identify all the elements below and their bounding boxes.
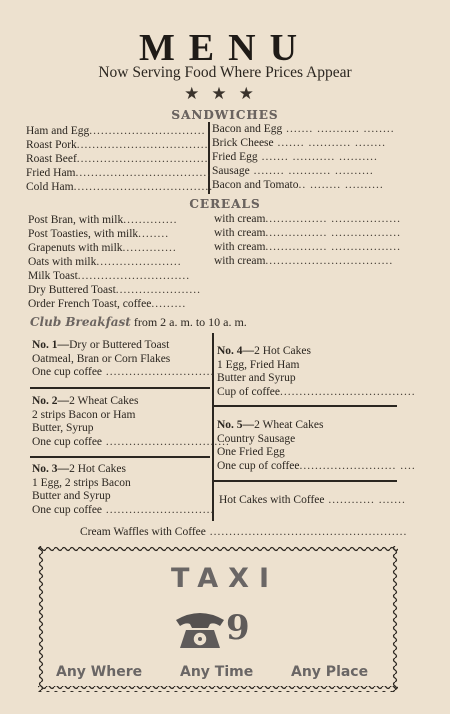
sandwich-item: Roast Beef.................................. bbox=[26, 153, 209, 165]
cereal-item: Milk Toast............................. bbox=[28, 270, 191, 282]
combo-no2: No. 2—2 Wheat Cakes 2 strips Bacon or Ham Butter, Syrup One cup coffee ................................ bbox=[32, 395, 230, 448]
cereal-item: Post Bran, with milk.............. bbox=[28, 214, 178, 226]
star-ornament: ★★★ bbox=[184, 84, 266, 104]
sandwich-item: Roast Pork.................................. bbox=[26, 139, 209, 151]
combo-rule bbox=[30, 387, 210, 389]
combo-no4: No. 4—2 Hot Cakes 1 Egg, Fried Ham Butter and Syrup Cup of coffee................................... bbox=[217, 345, 416, 398]
waffles-item: Cream Waffles with Coffee ................................................... bbox=[80, 526, 408, 538]
cereal-item: with cream................ .................. bbox=[214, 227, 402, 239]
combo-no1: No. 1—Dry or Buttered Toast Oatmeal, Bran or Corn Flakes One cup coffee ............................ bbox=[32, 339, 215, 379]
club-breakfast-line bbox=[30, 315, 247, 330]
combo-rule bbox=[30, 456, 210, 458]
combo-no5: No. 5—2 Wheat Cakes Country Sausage One Fried Egg One cup of coffee......................... .... bbox=[217, 419, 416, 472]
taxi-tagline: Any Where bbox=[56, 664, 143, 680]
sandwich-item: Bacon and Tomato.. ........ .......... bbox=[212, 179, 384, 191]
telephone-icon bbox=[172, 608, 228, 652]
hot-cakes-coffee-item: Hot Cakes with Coffee ............ ....... bbox=[219, 494, 406, 506]
taxi-tagline: Any Place bbox=[291, 664, 369, 680]
combo-no3: No. 3—2 Hot Cakes 1 Egg, 2 strips Bacon Butter and Syrup One cup coffee ............................ bbox=[32, 463, 215, 516]
club-breakfast-label: Club Breakfast bbox=[30, 315, 131, 329]
cereal-item: Post Toasties, with milk........ bbox=[28, 228, 170, 240]
sandwiches-heading: SANDWICHES bbox=[171, 108, 279, 122]
sandwich-item: Cold Ham.................................... bbox=[26, 181, 214, 193]
cereal-item: Grapenuts with milk.............. bbox=[28, 242, 177, 254]
taxi-tagline: Any Time bbox=[180, 664, 254, 680]
combo-rule bbox=[214, 405, 397, 407]
menu-title: MENU bbox=[138, 27, 312, 69]
club-breakfast-hours: from 2 a. m. to 10 a. m. bbox=[133, 315, 247, 329]
sandwich-item: Fried Egg ....... ........... .......... bbox=[212, 151, 378, 163]
sandwich-item: Sausage ........ ........... .......... bbox=[212, 165, 374, 177]
sandwich-item: Fried Ham................................... bbox=[26, 167, 212, 179]
cereal-item: Oats with milk...................... bbox=[28, 256, 182, 268]
menu-subtitle: Now Serving Food Where Prices Appear bbox=[98, 64, 352, 81]
cereals-heading: CEREALS bbox=[189, 197, 261, 211]
cereal-item: with cream................................. bbox=[214, 255, 394, 267]
combo-rule bbox=[214, 480, 397, 482]
sandwich-item: Bacon and Egg ....... ........... ........ bbox=[212, 123, 395, 135]
cereal-item: Order French Toast, coffee......... bbox=[28, 298, 187, 310]
cereal-item: with cream................ .................. bbox=[214, 241, 402, 253]
sandwich-item: Ham and Egg.............................. bbox=[26, 125, 206, 137]
sandwich-item: Brick Cheese ....... ........... ........ bbox=[212, 137, 387, 149]
taxi-title: TAXI bbox=[170, 563, 280, 594]
cereal-item: with cream................ .................. bbox=[214, 213, 402, 225]
taxi-number: 9 bbox=[226, 608, 250, 648]
cereal-item: Dry Buttered Toast...................... bbox=[28, 284, 202, 296]
